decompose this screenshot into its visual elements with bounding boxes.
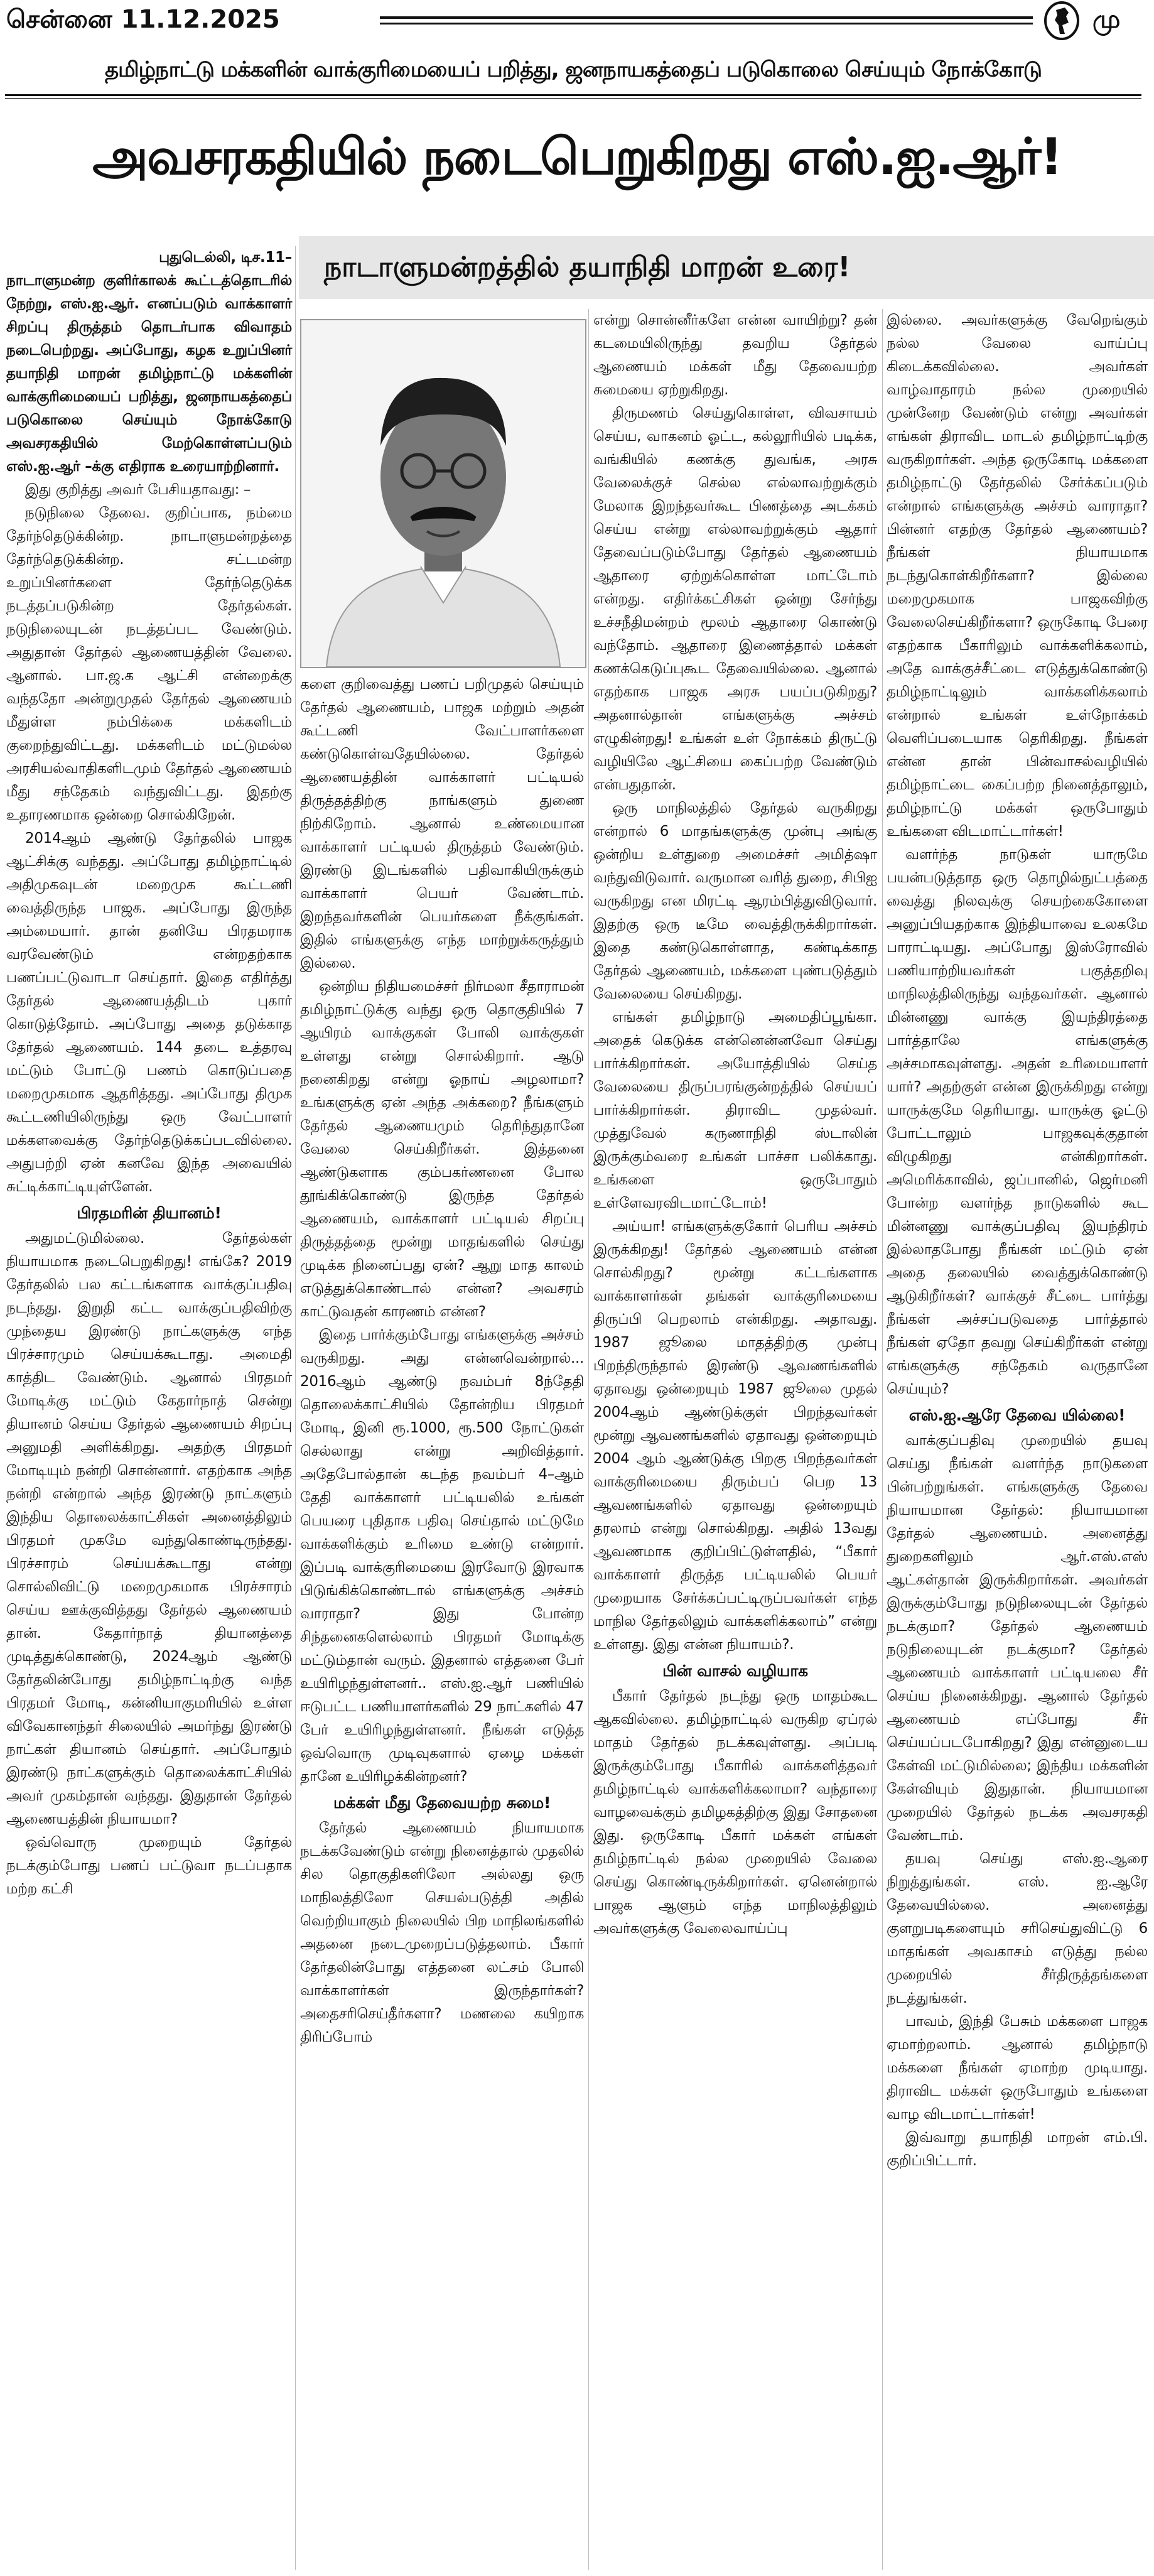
article-paragraph: வளர்ந்த நாடுகள் யாருமே பயன்படுத்தாத ஒரு தொழில்நுட்பத்தை வைத்து நிலவுக்கு செயற்கைகோளை அனுப்பியதற்காக இந்தியாவை உலகமே பாராட்டியது. அப்போது இஸ்ரோவில் பணியாற்றியவர்கள் பகுத்தறிவு மாநிலத்திலிருந்து வந்தவர்கள். ஆனால் மின்னணு வாக்கு இயந்திரத்தை பார்த்தாலே எங்களுக்கு அச்சமாகவுள்ளது. அதன் உரிமையாளர் யார்? அதற்குள் என்ன இருக்கிறது என்று யாருக்குமே தெரியாது. யாருக்கு ஓட்டு போட்டாலும் பாஜகவுக்குதான் விழுகிறது என்கிறார்கள். அமெரிக்காவில், ஜப்பானில், ஜெர்மனி போன்ற வளர்ந்த நாடுகளில் கூட மின்னணு வாக்குப்பதிவு இயந்திரம் இல்லாதபோது நீங்கள் மட்டும் ஏன் அதை தலையில் வைத்துக்கொண்டு ஆடுகிறீர்கள்? வாக்குச் சீட்டை பார்த்து நீங்கள் அச்சப்படுவதை பார்த்தால் நீங்கள் ஏதோ தவறு செய்கிறீர்கள் என்று எங்களுக்கு சந்தேகம் வருதானே செய்யும்?	[887, 847, 1148, 1397]
column-divider	[295, 246, 296, 2570]
article-paragraph: ஒவ்வொரு முறையும் தேர்தல் நடக்கும்போது பணப் பட்டுவா நடப்பதாக மற்ற கட்சி	[6, 1834, 292, 1897]
section-subheading: பிரதமரின் தியானம்!	[77, 1204, 222, 1222]
masthead-rule	[380, 16, 1033, 24]
article-paragraph: தேர்தல் ஆணையம் நியாயமாக நடக்கவேண்டும் என்று நினைத்தால் முதலில் சில தொகுதிகளிலோ அல்லது ஒரு மாநிலத்திலோ செயல்படுத்தி அதில் வெற்றியாகும் நிலையில் பிற மாநிலங்களில் அதனை நடைமுறைப்படுத்தலாம். பீகார் தேர்தலின்போது எத்தனை லட்சம் போலி வாக்காளர்கள் இருந்தார்கள்? அதைசரிசெய்தீர்களா? மணலை கயிறாக திரிப்போம்	[300, 1820, 584, 2045]
kicker-rule	[5, 94, 1141, 99]
article-paragraph: எங்கள் தமிழ்நாடு அமைதிப்பூங்கா. அதைக் கெடுக்க என்னென்னவோ செய்து பார்க்கிறார்கள். அயோத்தியில் செய்த வேலையை திருப்பரங்குன்றத்தில் செய்யப் பார்க்கிறார்கள். திராவிட முதல்வர். முத்துவேல் கருணாநிதி ஸ்டாலின் இருக்கும்வரை உங்கள் பாச்சா பலிக்காது. உங்களை ஒருபோதும் உள்ளேவரவிடமாட்டோம்!	[593, 1009, 877, 1211]
section-subheading: மக்கள் மீது தேவையற்ற சுமை!	[333, 1794, 551, 1812]
article-paragraph: வாக்குப்பதிவு முறையில் தயவு செய்து நீங்கள் வளர்ந்த நாடுகளை பின்பற்றுங்கள். எங்களுக்கு தேவை நியாயமான தேர்தல்: நியாயமான தேர்தல் ஆணையம். அனைத்து துறைகளிலும் ஆர்.எஸ்.எஸ் ஆட்கள்தான் இருக்கிறார்கள். அவர்கள் இருக்கும்போது நடுநிலையுடன் தேர்தல் நடக்குமா? தேர்தல் ஆணையம் நடுநிலையுடன் நடக்குமா? தேர்தல் ஆணையம் வாக்காளர் பட்டியலை சீர் செய்ய நினைக்கிறது. ஆனால் தேர்தல் ஆணையம் எப்போது சீர் செய்யப்படபோகிறது? இது என்னுடைய கேள்வி மட்டுமில்லை; இந்திய மக்களின் கேள்வியும் இதுதான். நியாயமான முறையில் தேர்தல் நடக்க அவசரகதி வேண்டாம்.	[887, 1432, 1148, 1844]
speaker-photo	[300, 319, 586, 668]
article-paragraph: ஒரு மாநிலத்தில் தேர்தல் வருகிறது என்றால் 6 மாதங்களுக்கு முன்பு அங்கு ஒன்றிய உள்துறை அமைச்சர் அமித்ஷா வந்துவிடுவார். வருமான வரித் துறை, சிபிஐ வருகிறது என மிரட்டி ஆரம்பித்துவிடுவார். இதற்கு ஒரு டீமே வைத்திருக்கிறார்கள். இதை கண்டுகொள்ளாத, கண்டிக்காத தேர்தல் ஆணையம், மக்களை புண்படுத்தும் வேலையை செய்கிறது.	[593, 800, 877, 1002]
subheadline: நாடாளுமன்றத்தில் தயாநிதி மாறன் உரை!	[324, 251, 851, 283]
masthead-partial-title: மு	[1092, 5, 1121, 34]
portrait-image	[301, 320, 585, 667]
column-divider	[588, 309, 589, 2570]
article-paragraph: அய்யா! எங்களுக்குகோர் பெரிய அச்சம் இருக்கிறது! தேர்தல் ஆணையம் என்ன சொல்கிறது? மூன்று கட்டங்களாக வாக்காளர்கள் தங்கள் வாக்குரிமையை திருப்பி பெறலாம் என்கிறது. அதாவது. 1987 ஜூலை மாதத்திற்கு முன்பு பிறந்திருந்தால் இரண்டு ஆவணங்களில் ஏதாவது ஒன்றையும் 1987 ஜூலை முதல் 2004ஆம் ஆண்டுக்குள் பிறந்தவர்கள் மூன்று ஆவணங்களில் ஏதாவது ஒன்றையும் 2004 ஆம் ஆண்டுக்கு பிறகு பிறந்தவர்கள் வாக்குரிமையை திரும்பப் பெற 13 ஆவணங்களில் ஏதாவது ஒன்றையும் தரலாம் என்று சொல்கிறது. அதில் 13வது ஆவணமாக குறிப்பிட்டுள்ளதில், “பீகார் வாக்காளர் திருத்த பட்டியலில் பெயர் முறையாக சேர்க்கப்பட்டிருப்பவர்கள் எந்த மாநில தேர்தலிலும் வாக்களிக்கலாம்” என்று உள்ளது. இது என்ன நியாயம்?.	[593, 1218, 877, 1653]
dateline: புதுடெல்லி, டிச.11–	[159, 249, 292, 266]
section-subheading: பின் வாசல் வழியாக	[662, 1662, 808, 1680]
article-paragraph: பாவம், இந்தி பேசும் மக்களை பாஜக ஏமாற்றலாம். ஆனால் தமிழ்நாடு மக்களை நீங்கள் ஏமாற்ற முடியாது. திராவிட மக்கள் ஒருபோதும் உங்களை வாழ விடமாட்டார்கள்!	[887, 2013, 1148, 2123]
article-column-2	[300, 673, 584, 2049]
article-paragraph: இவ்வாறு தயாநிதி மாறன் எம்.பி. குறிப்பிட்டார்.	[887, 2130, 1148, 2169]
party-logo-icon	[1043, 1, 1080, 40]
article-paragraph: ஒன்றிய நிதியமைச்சர் நிர்மலா சீதாராமன் தமிழ்நாட்டுக்கு வந்து ஒரு தொகுதியில் 7 ஆயிரம் வாக்குகள் போலி வாக்குகள் உள்ளது என்று சொல்கிறார். ஆடு நனைகிறது என்று ஓநாய் அழலாமா? உங்களுக்கு ஏன் அந்த அக்கறை? நீங்களும் தேர்தல் ஆணையமும் தெரிந்துதானே வேலை செய்கிறீர்கள். இத்தனை ஆண்டுகளாக கும்பகர்ணனை போல தூங்கிக்கொண்டு இருந்த தேர்தல் ஆணையம், வாக்காளர் பட்டியல் சிறப்பு திருத்தத்தை மூன்று மாதங்களில் செய்து முடிக்க நினைப்பது ஏன்? ஆறு மாத காலம் எடுத்துக்கொண்டால் என்ன? அவசரம் காட்டுவதன் காரணம் என்ன?	[300, 978, 584, 1320]
article-column-4	[887, 309, 1148, 2173]
main-headline: அவசரகதியில் நடைபெறுகிறது எஸ்.ஐ.ஆர்!	[92, 127, 1062, 186]
article-paragraph: பீகார் தேர்தல் நடந்து ஒரு மாதம்கூட ஆகவில்லை. தமிழ்நாட்டில் வருகிற ஏப்ரல் மாதம் தேர்தல் நடக்கவுள்ளது. அப்படி இருக்கும்போது பீகாரில் வாக்களித்தவர் தமிழ்நாட்டில் வாக்களிக்கலாமா? வந்தாரை வாழவைக்கும் தமிழகத்திற்கு இது சோதனை இது. ஒருகோடி பீகார் மக்கள் எங்கள் தமிழ்நாட்டில் நல்ல முறையில் வேலை செய்து கொண்டிருக்கிறார்கள். ஏனென்றால் பாஜக ஆளும் எந்த மாநிலத்திலும் அவர்களுக்கு வேலைவாய்ப்பு	[593, 1688, 877, 1937]
article-paragraph: என்று சொன்னீர்களே என்ன வாயிற்று? தன் கடமையிலிருந்து தவறிய தேர்தல் ஆணையம் மக்கள் மீது தேவையற்ற சுமையை ஏற்றுகிறது.	[593, 312, 877, 398]
article-paragraph: களை குறிவைத்து பணப் பறிமுதல் செய்யும் தேர்தல் ஆணையம், பாஜக மற்றும் அதன் கூட்டணி வேட்பாளர்களை கண்டுகொள்வதேயில்லை. தேர்தல் ஆணையத்தின் வாக்காளர் பட்டியல் திருத்தத்திற்கு நாங்களும் துணை நிற்கிறோம். ஆனால் உண்மையான வாக்காளர் பட்டியல் திருத்தம் வேண்டும். இரண்டு இடங்களில் பதிவாகியிருக்கும் வாக்காளர் பெயர் வேண்டாம். இறந்தவர்களின் பெயர்களை நீக்குங்கள். இதில் எங்களுக்கு எந்த மாற்றுக்கருத்தும் இல்லை.	[300, 676, 584, 971]
article-column-1	[6, 246, 292, 1901]
lead-text: நாடாளுமன்ற குளிர்காலக் கூட்டத்தொடரில் நேற்று, எஸ்.ஐ.ஆர். எனப்படும் வாக்காளர் சிறப்பு திருத்தம் தொடர்பாக விவாதம் நடைபெற்றது. அப்போது, கழக உறுப்பினர் தயாநிதி மாறன் தமிழ்நாட்டு மக்களின் வாக்குரிமையைப் பறித்து, ஜனநாயகத்தைப் படுகொலை செய்யும் நோக்கோடு அவசரகதியில் மேற்கொள்ளப்படும் எஸ்.ஐ.ஆர் –க்கு எதிராக உரையாற்றினார்.	[6, 273, 292, 475]
article-paragraph: அதுமட்டுமில்லை. தேர்தல்கள் நியாயமாக நடைபெறுகிறது! எங்கே? 2019 தேர்தலில் பல கட்டங்களாக வாக்குப்பதிவு நடந்தது. இறுதி கட்ட வாக்குப்பதிவிற்கு முந்தைய இரண்டு நாட்களுக்கு எந்த பிரச்சாரமும் செய்யக்கூடாது. அமைதி காத்திட வேண்டும். ஆனால் பிரதமர் மோடிக்கு மட்டும் கேதார்நாத் சென்று தியானம் செய்ய தேர்தல் ஆணையம் சிறப்பு அனுமதி அளிக்கிறது. அதற்கு பிரதமர் மோடியும் நன்றி சொன்னார். எதற்காக அந்த நன்றி என்றால் அந்த இரண்டு நாட்களும் இந்திய தொலைக்காட்சிகள் அனைத்திலும் பிரதமர் முகமே வந்துகொண்டிருந்தது. பிரச்சாரம் செய்யக்கூடாது என்று சொல்லிவிட்டு மறைமுகமாக பிரச்சாரம் செய்ய ஊக்குவித்தது தேர்தல் ஆணையம் தான். கேதார்நாத் தியானத்தை முடித்துக்கொண்டு, 2024ஆம் ஆண்டு தேர்தலின்போது தமிழ்நாட்டிற்கு வந்த பிரதமர் மோடி, கன்னியாகுமரியில் உள்ள விவேகானந்தர் சிலையில் அமர்ந்து இரண்டு நாட்கள் தியானம் செய்தார். அப்போதும் இரண்டு நாட்களுக்கும் தொலைக்காட்சியில் அவர் முகம்தான் வந்தது. இதுதான் தேர்தல் ஆணையத்தின் நியாயமா?	[6, 1230, 292, 1827]
section-subheading: எஸ்.ஐ.ஆரே தேவை யில்லை!	[909, 1406, 1126, 1424]
article-paragraph: திருமணம் செய்துகொள்ள, விவசாயம் செய்ய, வாகனம் ஓட்ட, கல்லூரியில் படிக்க, வங்கியில் கணக்கு துவங்க, அரசு வேலைக்குச் செல்ல எல்லாவற்றுக்கும் மேலாக இறந்தவர்கூட பிணத்தை அடக்கம் செய்ய என்று எல்லாவற்றுக்கும் ஆதார் தேவைப்படும்போது தேர்தல் ஆணையம் ஆதாரை ஏற்றுக்கொள்ள மாட்டோம் என்றது. எதிர்க்கட்சிகள் ஒன்று சேர்ந்து உச்சநீதிமன்றம் மூலம் ஆதாரை கொண்டு வந்தோம். ஆதாரை இணைத்தால் மக்கள் கணக்கெடுப்புகூட தேவையில்லை. ஆனால் எதற்காக பாஜக அரசு பயப்படுகிறது? அதனால்தான் எங்களுக்கு அச்சம் எழுகின்றது! உங்கள் உள் நோக்கம் திருட்டு வழியிலே ஆட்சியை கைப்பற்ற வேண்டும் என்பதுதான்.	[593, 405, 877, 793]
article-paragraph: இது குறித்து அவர் பேசியதாவது: –	[25, 482, 251, 498]
article-paragraph: இதை பார்க்கும்போது எங்களுக்கு அச்சம் வருகிறது. அது என்னவென்றால்... 2016ஆம் ஆண்டு நவம்பர் 8ந்தேதி தொலைக்காட்சியில் தோன்றிய பிரதமர் மோடி, இனி ரூ.1000, ரூ.500 நோட்டுகள் செல்லாது என்று அறிவித்தார். அதேபோல்தான் கடந்த நவம்பர் 4–ஆம் தேதி வாக்காளர் பட்டியலில் உங்கள் பெயரை புதிதாக பதிவு செய்தால் மட்டுமே வாக்களிக்கும் உரிமை உண்டு என்றார். இப்படி வாக்குரிமையை இரவோடு இரவாக பிடுங்கிக்கொண்டால் எங்களுக்கு அச்சம் வாராதா? இது போன்ற சிந்தனைகளெல்லாம் பிரதமர் மோடிக்கு மட்டும்தான் வரும். இதனால் எத்தனை பேர் உயிரிழந்துள்ளனர்.. எஸ்.ஐ.ஆர் பணியில் ஈடுபட்ட பணியாளர்களில் 29 நாட்களில் 47 பேர் உயிரிழந்துள்ளனர். நீங்கள் எடுத்த ஒவ்வொரு முடிவுகளால் ஏழை மக்கள் தானே உயிரிழக்கின்றனர்?	[300, 1327, 584, 1785]
city-date: சென்னை 11.12.2025	[6, 5, 280, 34]
lead-paragraph	[6, 246, 292, 479]
subheadline-box	[299, 236, 1154, 299]
column-divider	[882, 309, 883, 2570]
article-paragraph: 2014ஆம் ஆண்டு தேர்தலில் பாஜக ஆட்சிக்கு வந்தது. அப்போது தமிழ்நாட்டில் அதிமுகவுடன் மறைமுக கூட்டணி வைத்திருந்த பாஜக. அப்போது இருந்த அம்மையார். தான் தனியே பிரதமராக வரவேண்டும் என்றதற்காக பணப்பட்டுவாடா செய்தார். இதை எதிர்த்து தேர்தல் ஆணையத்திடம் புகார் கொடுத்தோம். அப்போது அதை தடுக்காத தேர்தல் ஆணையம். 144 தடை உத்தரவு மட்டும் போட்டு பணம் கொடுப்பதை மறைமுகமாக ஆதரித்தது. அப்போது திமுக கூட்டணியிலிருந்து ஒரு வேட்பாளர் மக்களவைக்கு தேர்ந்தெடுக்கப்படவில்லை. அதுபற்றி ஏன் கனவே இந்த அவையில் சுட்டிக்காட்டியுள்ளேன்.	[6, 830, 292, 1195]
article-column-3	[593, 309, 877, 1940]
article-paragraph: இல்லை. அவர்களுக்கு வேறெங்கும் நல்ல வேலை வாய்ப்பு கிடைக்கவில்லை. அவர்கள் வாழ்வாதாரம் நல்ல முறையில் முன்னேற வேண்டும் என்று அவர்கள் எங்கள் திராவிட மாடல் தமிழ்நாட்டிற்கு வருகிறார்கள். அந்த ஒருகோடி மக்களை தமிழ்நாட்டு தேர்தலில் சேர்க்கப்படும் என்றால் எங்களுக்கு அச்சம் வாராதா? பின்னர் எதற்கு தேர்தல் ஆணையம்? நீங்கள் நியாயமாக நடந்துகொள்கிறீர்களா? இல்லை மறைமுகமாக பாஜகவிற்கு வேலைசெய்கிறீர்களா? ஒருகோடி பேரை எதற்காக பீகாரிலும் வாக்களிக்கலாம், அதே வாக்குச்சீட்டை எடுத்துக்கொண்டு தமிழ்நாட்டிலும் வாக்களிக்கலாம் என்றால் உங்கள் உள்நோக்கம் வெளிப்படையாக தெரிகிறது. நீங்கள் என்ன தான் பின்வாசல்வழியில் தமிழ்நாட்டை கைப்பற்ற நினைத்தாலும், தமிழ்நாட்டு மக்கள் ஒருபோதும் உங்களை விடமாட்டார்கள்!	[887, 312, 1148, 840]
kicker-headline: தமிழ்நாட்டு மக்களின் வாக்குரிமையைப் பறித்து, ஜனநாயகத்தைப் படுகொலை செய்யும் நோக்கோடு	[104, 57, 1042, 82]
masthead	[0, 0, 1154, 44]
article-paragraph: நடுநிலை தேவை. குறிப்பாக, நம்மை தேர்ந்தெடுக்கின்ற. நாடாளுமன்றத்தை தேர்ந்தெடுக்கின்ற. சட்டமன்ற உறுப்பினர்களை தேர்ந்தெடுக்க நடத்தப்படுகின்ற தேர்தல்கள். நடுநிலையுடன் நடத்தப்பட வேண்டும். அதுதான் தேர்தல் ஆணையத்தின் வேலை. ஆனால். பா.ஜ.க ஆட்சி என்றைக்கு வந்ததோ அன்றுமுதல் தேர்தல் ஆணையம் மீதுள்ள நம்பிக்கை மக்களிடம் குறைந்துவிட்டது. மக்களிடம் மட்டுமல்ல அரசியல்வாதிகளிடமும் தேர்தல் ஆணையம் மீது சந்தேகம் வந்துவிட்டது. இதற்கு உதாரணமாக ஒன்றை சொல்கிறேன்.	[6, 505, 292, 823]
article-paragraph: தயவு செய்து எஸ்.ஐ.ஆரை நிறுத்துங்கள். எஸ். ஐ.ஆரே தேவையில்லை. அனைத்து குளறுபடிகளையும் சரிசெய்துவிட்டு 6 மாதங்கள் அவகாசம் எடுத்து நல்ல முறையில் சீர்திருத்தங்களை நடத்துங்கள்.	[887, 1851, 1148, 2006]
